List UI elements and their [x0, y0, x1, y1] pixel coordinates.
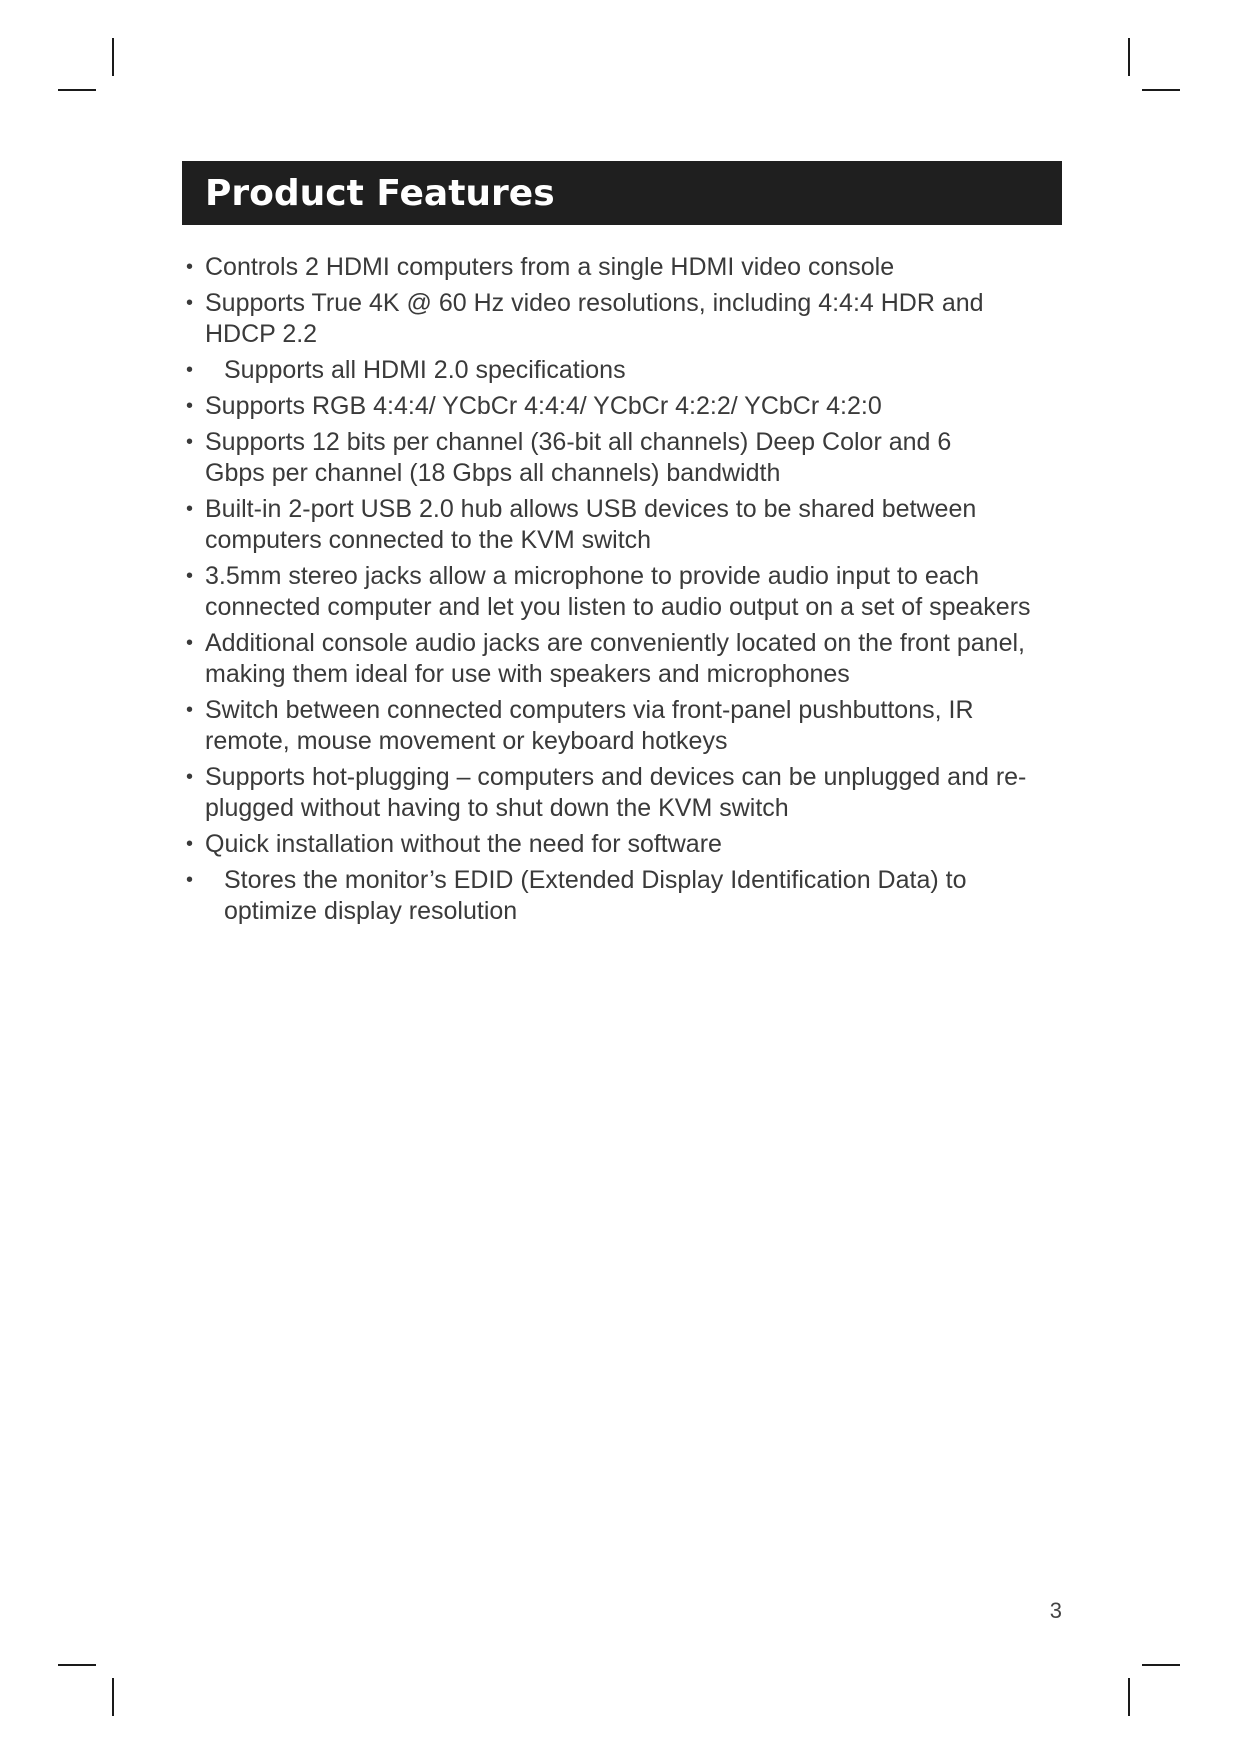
bullet-icon: • [186, 699, 194, 721]
crop-mark-bottom-right-vertical [1128, 1678, 1130, 1716]
feature-item [182, 561, 1062, 623]
crop-mark-top-left-horizontal [58, 89, 96, 91]
crop-mark-bottom-right-horizontal [1142, 1664, 1180, 1666]
crop-mark-top-left-vertical [112, 38, 114, 76]
bullet-icon: • [186, 395, 194, 417]
page-number: 3 [1049, 1598, 1062, 1623]
feature-item [182, 762, 1062, 824]
bullet-icon: • [186, 498, 194, 520]
feature-text: Quick installation without the need for software [205, 830, 722, 858]
feature-text: 3.5mm stereo jacks allow a microphone to provide audio input to each connected computer and let you listen to audio output on a set of speakers [205, 562, 1031, 621]
bullet-icon: • [186, 766, 194, 788]
section-title: Product Features [205, 173, 555, 214]
feature-text: Supports all HDMI 2.0 specifications [224, 356, 626, 384]
feature-text: Supports True 4K @ 60 Hz video resolutions, including 4:4:4 HDR and HDCP 2.2 [205, 289, 984, 348]
bullet-icon: • [186, 359, 194, 381]
feature-text: Controls 2 HDMI computers from a single HDMI video console [205, 253, 895, 281]
feature-text: Supports RGB 4:4:4/ YCbCr 4:4:4/ YCbCr 4:2:2/ YCbCr 4:2:0 [205, 392, 882, 420]
section-header-bar [182, 161, 1062, 225]
feature-item [182, 695, 1062, 757]
bullet-icon: • [186, 256, 194, 278]
bullet-icon: • [186, 869, 194, 891]
feature-text: Built-in 2-port USB 2.0 hub allows USB devices to be shared between computers connected to the KVM switch [205, 495, 977, 554]
feature-item [182, 427, 1062, 489]
feature-text: Stores the monitor’s EDID (Extended Display Identification Data) to optimize display resolution [224, 866, 967, 925]
feature-item [182, 829, 1062, 860]
crop-mark-bottom-left-vertical [112, 1678, 114, 1716]
feature-text: Switch between connected computers via front-panel pushbuttons, IR remote, mouse movement or keyboard hotkeys [205, 696, 974, 755]
feature-item [182, 355, 1062, 386]
crop-mark-top-right-horizontal [1142, 89, 1180, 91]
feature-text: Additional console audio jacks are conveniently located on the front panel, making them ideal for use with speakers and microphones [205, 629, 1025, 688]
crop-mark-bottom-left-horizontal [58, 1664, 96, 1666]
bullet-icon: • [186, 565, 194, 587]
bullet-icon: • [186, 431, 194, 453]
bullet-icon: • [186, 833, 194, 855]
feature-list [182, 252, 1062, 932]
feature-text: Supports hot-plugging – computers and devices can be unplugged and re-plugged without having to shut down the KVM switch [205, 763, 1027, 822]
feature-item [182, 252, 1062, 283]
bullet-icon: • [186, 292, 194, 314]
feature-item [182, 391, 1062, 422]
feature-item [182, 865, 1062, 927]
feature-item [182, 628, 1062, 690]
crop-mark-top-right-vertical [1128, 38, 1130, 76]
feature-item [182, 288, 1062, 350]
feature-text: Supports 12 bits per channel (36-bit all channels) Deep Color and 6 Gbps per channel (18 Gbps all channels) bandwidth [205, 428, 952, 487]
bullet-icon: • [186, 632, 194, 654]
feature-item [182, 494, 1062, 556]
